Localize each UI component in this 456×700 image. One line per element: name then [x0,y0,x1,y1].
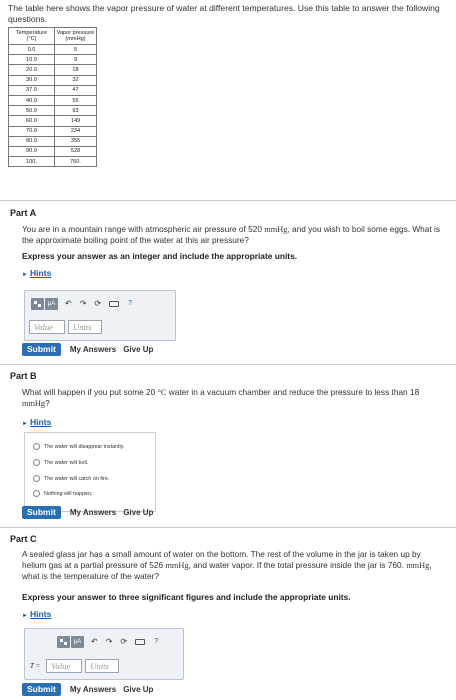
part-a-answer-box [24,290,176,341]
my-answers-link[interactable]: My Answers [69,508,117,517]
part-a-instruction: Express your answer as an integer and include the appropriate units. [22,251,298,261]
part-b-title: Part B [10,371,37,381]
math-toolbar [57,636,158,648]
part-c-actions [22,683,160,696]
radio-button[interactable] [33,459,40,466]
part-a-actions [22,343,160,356]
undo-icon[interactable]: ↶ [91,637,98,646]
templates-icon[interactable] [57,636,70,648]
keyboard-icon[interactable] [135,639,145,645]
my-answers-link[interactable]: My Answers [69,345,117,354]
part-b-actions [22,506,160,519]
value-input[interactable]: Value [46,659,82,673]
part-c-title: Part C [10,534,37,544]
units-input[interactable]: Units [85,659,119,673]
help-icon[interactable]: ? [154,638,159,645]
radio-button[interactable] [33,475,40,482]
reset-icon[interactable]: ⟳ [120,637,128,646]
section-divider [0,200,456,201]
table-row: 37.0 47 [9,85,97,95]
radio-button[interactable] [33,443,40,450]
part-a-question: You are in a mountain range with atmospheric air pressure of 520 mmHg, and you wish to boil some eggs. What is the approximate boiling point of the water at this air pressure? [22,224,441,245]
part-b-options-box [24,432,156,512]
keyboard-icon[interactable] [109,301,119,307]
table-row: 70.0 234 [9,126,97,136]
part-c-instruction: Express your answer to three significant figures and include the appropriate units. [22,592,351,602]
units-input[interactable]: Units [68,320,102,334]
give-up-link[interactable]: Give Up [123,345,154,354]
part-a-title: Part A [10,208,37,218]
radio-button[interactable] [33,490,40,497]
vapor-pressure-table [8,27,97,167]
give-up-link[interactable]: Give Up [123,508,154,517]
table-header-temperature: Temperature (°C) [9,28,55,45]
part-c-hints-link[interactable]: ► Hints [22,609,52,619]
triangle-right-icon: ► [22,613,28,619]
reset-icon[interactable]: ⟳ [94,299,102,308]
value-input[interactable]: Value [29,320,65,334]
section-divider [0,527,456,528]
part-b-hints-link[interactable]: ► Hints [22,417,52,427]
units-mu-button[interactable]: μA [45,298,58,310]
table-row: 100. 760. [9,157,97,167]
part-a-hints-link[interactable]: ► Hints [22,268,52,278]
units-mu-button[interactable]: μA [71,636,84,648]
section-divider [0,364,456,365]
part-c-question: A sealed glass jar has a small amount of water on the bottom. The rest of the volume in the jar is taken up by helium gas at a partial pressure of 526 mmHg, and water vapor. If the total pressure inside the jar is 760. mmHg, what is the temperature of the water? [22,549,432,581]
give-up-link[interactable]: Give Up [123,685,154,694]
math-toolbar [31,298,132,310]
redo-icon[interactable]: ↷ [105,637,113,646]
option-boil[interactable]: The water will boil. [33,459,88,466]
table-row: 10.0 9 [9,55,97,65]
table-row: 80.0 355 [9,136,97,146]
submit-button[interactable]: Submit [22,683,61,696]
table-row: 0.0 5 [9,45,97,55]
submit-button[interactable]: Submit [22,343,61,356]
table-row: 40.0 55 [9,95,97,105]
table-row: 50.0 93 [9,106,97,116]
option-fire[interactable]: The water will catch on fire. [33,475,109,482]
table-row: 90.0 528 [9,146,97,156]
table-row: 30.0 32 [9,75,97,85]
option-disappear[interactable]: The water will disappear instantly. [33,443,125,450]
table-row: 60.0 149 [9,116,97,126]
table-header-vapor-pressure: Vapor pressure (mmHg) [55,28,97,45]
temperature-field-label: T = [30,662,41,670]
part-c-answer-box [24,628,184,680]
undo-icon[interactable]: ↶ [65,299,72,308]
submit-button[interactable]: Submit [22,506,61,519]
help-icon[interactable]: ? [128,300,133,307]
templates-icon[interactable] [31,298,44,310]
triangle-right-icon: ► [22,421,28,427]
triangle-right-icon: ► [22,272,28,278]
redo-icon[interactable]: ↷ [79,299,87,308]
option-nothing[interactable]: Nothing will happen. [33,490,93,497]
table-row: 20.0 18 [9,65,97,75]
part-b-question: What will happen if you put some 20 °C water in a vacuum chamber and reduce the pressure to less than 18 mmHg? [22,387,420,408]
intro-text: The table here shows the vapor pressure of water at different temperatures. Use this table to answer the following questions. [8,3,440,24]
my-answers-link[interactable]: My Answers [69,685,117,694]
